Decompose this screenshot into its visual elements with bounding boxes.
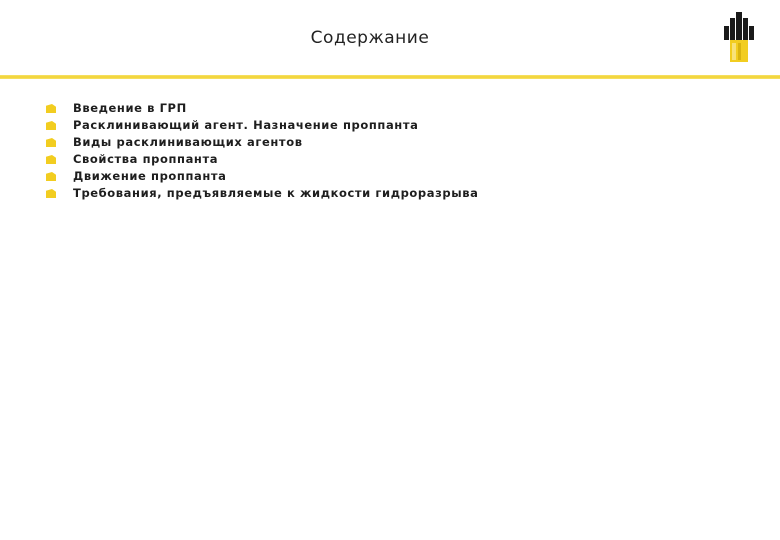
bullet-icon [46, 155, 56, 164]
header-divider [0, 75, 780, 79]
bullet-icon [46, 189, 56, 198]
bullet-icon [46, 172, 56, 181]
list-item-text: Требования, предъявляемые к жидкости гидроразрыва [73, 186, 479, 200]
slide-title: Содержание [310, 28, 430, 48]
list-item-text: Виды расклинивающих агентов [73, 135, 303, 149]
company-logo-icon [718, 10, 762, 66]
bullet-icon [46, 121, 56, 130]
bullet-icon [46, 138, 56, 147]
bullet-icon [46, 104, 56, 113]
list-item-text: Свойства проппанта [73, 152, 219, 166]
list-item-text: Введение в ГРП [73, 101, 187, 115]
list-item-text: Движение проппанта [73, 169, 227, 183]
list-item-text: Расклинивающий агент. Назначение проппанта [73, 118, 419, 132]
